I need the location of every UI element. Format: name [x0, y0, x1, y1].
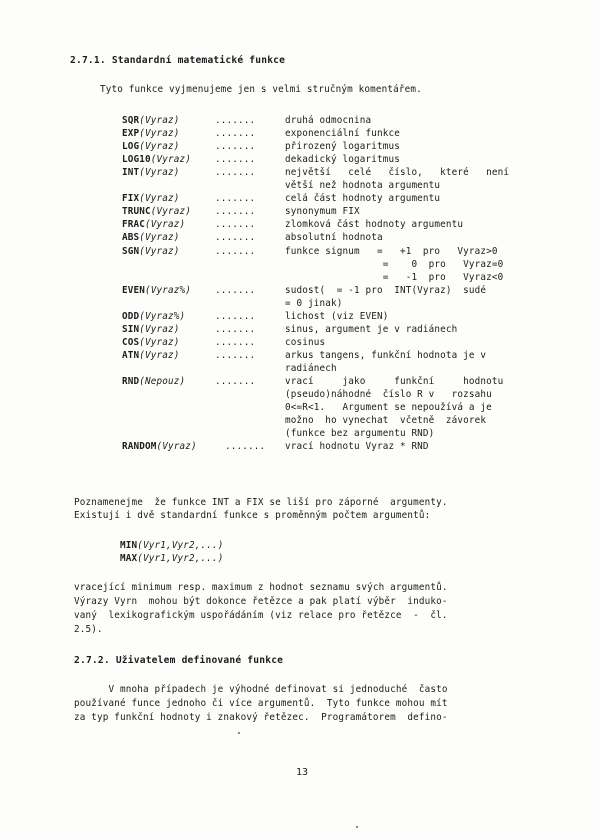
leader-dots: .......	[215, 167, 256, 179]
function-description: největší celé číslo, které není	[285, 167, 510, 179]
function-name: FIX	[122, 193, 140, 205]
leader-dots: .......	[215, 206, 256, 218]
function-name: TRUNC	[122, 206, 151, 218]
leader-dots: .......	[215, 310, 256, 322]
function-arg: (Vyraz)	[150, 206, 191, 218]
function-description: celá část hodnoty argumentu	[285, 193, 441, 205]
function-signature	[122, 246, 179, 257]
function-signature	[122, 441, 197, 452]
function-description: druhá odmocnina	[285, 115, 372, 126]
function-arg: (Vyraz)	[139, 336, 180, 348]
function-description: synonymum FIX	[285, 206, 360, 218]
function-name: ODD	[122, 310, 140, 322]
function-arg: (Vyraz)	[139, 349, 180, 361]
function-name: LOG	[122, 141, 140, 153]
function-description: funkce signum = +1 pro Vyraz>0	[285, 245, 498, 257]
function-name: EVEN	[122, 284, 145, 296]
function-description: sudost( = -1 pro INT(Vyraz) sudé	[285, 284, 487, 296]
section2-line-1: V mnoha případech je výhodné definovat si jednoduché často	[74, 684, 448, 695]
leader-dots: .......	[215, 154, 256, 166]
function-description: 0<=R<1. Argument se nepoužívá a je	[285, 402, 492, 414]
function-arg: (Vyraz)	[139, 141, 180, 153]
minmax-line-4: 2.5).	[74, 624, 103, 635]
function-description: (funkce bez argumentu RND)	[285, 428, 435, 440]
function-description: sinus, argument je v radiánech	[285, 323, 458, 335]
min-name: MIN	[120, 540, 138, 551]
function-signature	[122, 311, 185, 322]
scan-speck	[356, 826, 358, 828]
leader-dots: .......	[225, 441, 266, 453]
leader-dots: .......	[215, 245, 256, 257]
function-arg: (Vyraz)	[145, 219, 186, 231]
function-description: (pseudo)náhodné číslo R v rozsahu	[285, 389, 492, 401]
function-name: LOG10	[122, 154, 151, 166]
note-line-1: Poznamenejme že funkce INT a FIX se liší pro záporné argumenty.	[74, 497, 448, 508]
function-name: EXP	[122, 128, 140, 140]
function-arg: (Vyraz)	[156, 441, 197, 453]
function-description: arkus tangens, funkční hodnota je v	[285, 349, 487, 361]
leader-dots: .......	[215, 141, 256, 153]
function-name: SIN	[122, 323, 140, 335]
function-description: dekadický logaritmus	[285, 154, 400, 166]
function-name: INT	[122, 167, 140, 179]
minmax-line-1: vracející minimum resp. maximum z hodnot seznamu svých argumentů.	[74, 582, 448, 593]
min-arg: (Vyr1,Vyr2,...)	[137, 540, 224, 551]
max-function	[120, 553, 223, 564]
function-description: radiánech	[285, 362, 337, 374]
function-arg: (Vyraz)	[139, 232, 180, 244]
function-arg: (Vyraz)	[139, 167, 180, 179]
function-description: možno ho vynechat včetně závorek	[285, 415, 487, 427]
function-signature	[122, 141, 179, 152]
function-signature	[122, 167, 179, 178]
function-name: SGN	[122, 245, 140, 257]
function-arg: (Vyraz)	[139, 128, 180, 140]
function-description: exponenciální funkce	[285, 128, 400, 140]
function-arg: (Vyraz)	[139, 193, 180, 205]
min-function	[120, 540, 223, 551]
function-description: vrací hodnotu Vyraz * RND	[285, 441, 429, 453]
function-signature	[122, 350, 179, 361]
function-description: lichost (viz EVEN)	[285, 310, 389, 322]
function-signature	[122, 206, 191, 217]
function-name: FRAC	[122, 219, 145, 231]
leader-dots: .......	[215, 376, 256, 387]
function-name: RND	[122, 376, 140, 387]
function-name: COS	[122, 336, 140, 348]
minmax-line-3: vaný lexikografickým uspořádáním (viz relace pro řetězce - čl.	[74, 610, 448, 621]
leader-dots: .......	[215, 115, 256, 126]
page-number: 13	[296, 767, 309, 778]
function-arg: (Vyraz)	[139, 245, 180, 257]
function-signature	[122, 376, 185, 387]
function-description: přirozený logaritmus	[285, 141, 400, 153]
function-signature	[122, 128, 179, 139]
function-signature	[122, 219, 185, 230]
leader-dots: .......	[215, 232, 256, 244]
section-heading: 2.7.1. Standardní matematické funkce	[70, 55, 286, 66]
max-name: MAX	[120, 553, 138, 564]
leader-dots: .......	[215, 323, 256, 335]
note-line-2: Existují i dvě standardní funkce s proměnným počtem argumentů:	[74, 510, 431, 521]
function-description: cosinus	[285, 336, 326, 348]
leader-dots: .......	[215, 349, 256, 361]
minmax-line-2: Výrazy Vyrn mohou být dokonce řetězce a pak platí výběr induko-	[74, 596, 448, 607]
leader-dots: .......	[215, 128, 256, 140]
function-description: = 0 jinak)	[285, 297, 343, 309]
function-arg: (Vyraz%)	[145, 284, 191, 296]
function-signature	[122, 193, 179, 204]
leader-dots: .......	[215, 219, 256, 231]
section2-line-3: za typ funkční hodnoty i znakový řetězec. Programátorem defino-	[74, 712, 448, 723]
function-signature	[122, 154, 191, 165]
function-arg: (Vyraz%)	[139, 310, 186, 322]
function-name: SQR	[122, 115, 140, 126]
section2-heading: 2.7.2. Uživatelem definované funkce	[74, 655, 284, 666]
function-signature	[122, 324, 179, 335]
function-description: zlomková část hodnoty argumentu	[285, 219, 464, 231]
function-name: ATN	[122, 349, 140, 361]
section2-line-2: používané funce jednoho či více argumentů. Tyto funkce mohou mít	[74, 698, 448, 709]
function-arg: (Vyraz)	[150, 154, 191, 166]
scan-speck	[238, 732, 240, 734]
max-arg: (Vyr1,Vyr2,...)	[137, 553, 224, 564]
function-description: větší než hodnota argumentu	[285, 180, 441, 192]
function-description: absolutní hodnota	[285, 232, 383, 244]
function-arg: (Nepouz)	[139, 376, 186, 387]
function-name: RANDOM	[122, 441, 157, 453]
function-signature	[122, 285, 191, 296]
function-description: = 0 pro Vyraz=0	[285, 258, 504, 270]
function-signature	[122, 232, 179, 243]
function-signature	[122, 115, 179, 126]
intro-text: Tyto funkce vyjmenujeme jen s velmi stručným komentářem.	[100, 84, 422, 95]
function-arg: (Vyraz)	[139, 323, 180, 335]
function-signature	[122, 337, 179, 348]
leader-dots: .......	[215, 336, 256, 348]
function-name: ABS	[122, 232, 140, 244]
function-description: vrací jako funkční hodnotu	[285, 376, 504, 387]
function-arg: (Vyraz)	[139, 115, 180, 126]
leader-dots: .......	[215, 193, 256, 205]
function-description: = -1 pro Vyraz<0	[285, 271, 504, 283]
leader-dots: .......	[215, 284, 256, 296]
